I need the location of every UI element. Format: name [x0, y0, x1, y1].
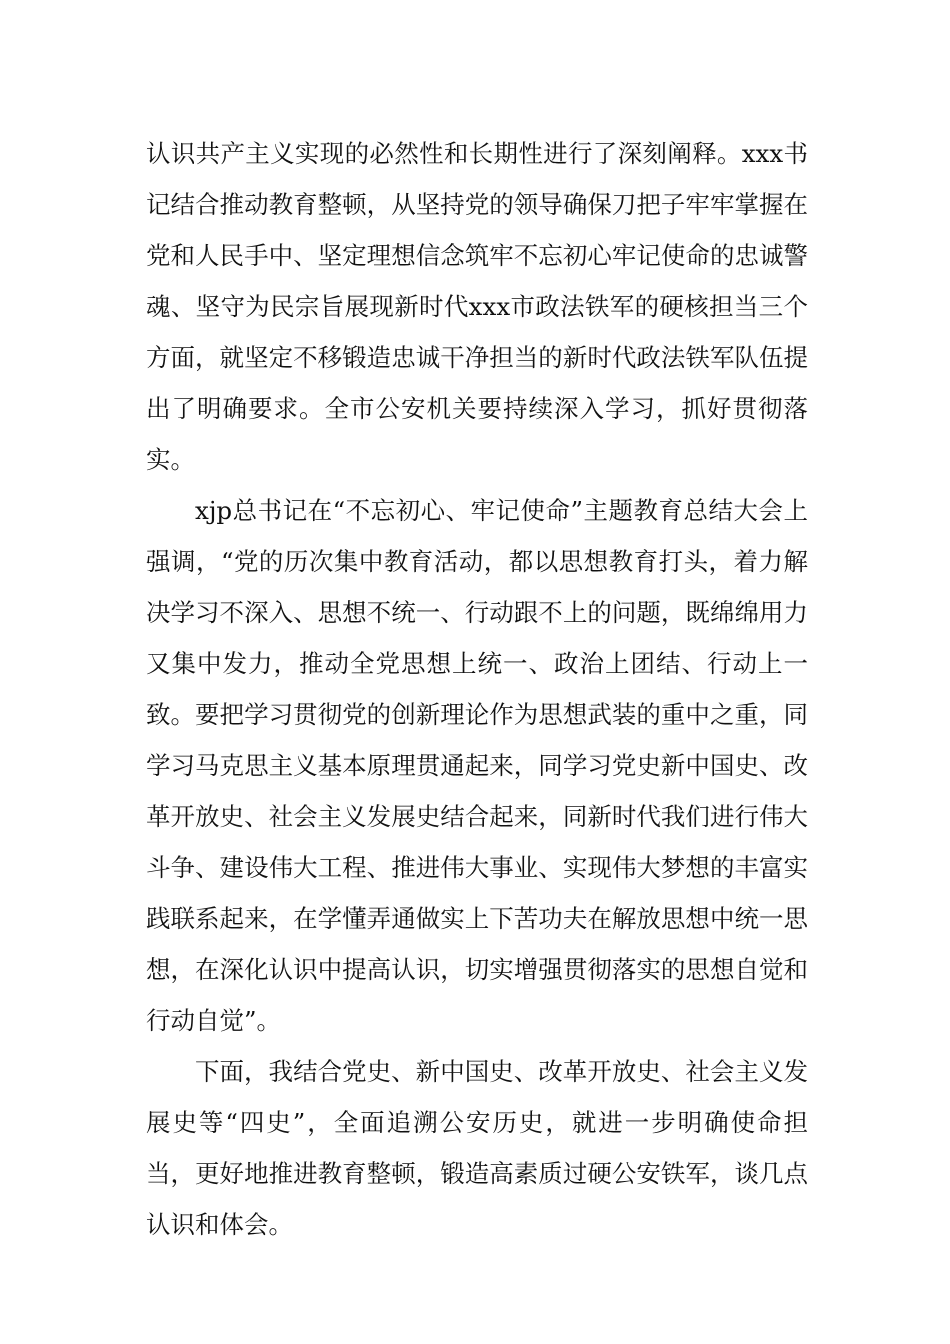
paragraph-continuation: 认识共产主义实现的必然性和长期性进行了深刻阐释。xxx书记结合推动教育整顿，从坚持党的领导确保刀把子牢牢掌握在党和人民手中、坚定理想信念筑牢不忘初心牢记使命的忠诚警魂、坚守为民宗旨展现新时代xxx市政法铁军的硬核担当三个方面，就坚定不移锻造忠诚干净担当的新时代政法铁军队伍提出了明确要求。全市公安机关要持续深入学习，抓好贯彻落实。	[146, 139, 808, 474]
paragraph-intro: 下面，我结合党史、新中国史、改革开放史、社会主义发展史等“四史”，全面追溯公安历史，就进一步明确使命担当，更好地推进教育整顿，锻造高素质过硬公安铁军，谈几点认识和体会。	[146, 1057, 808, 1239]
paragraph-quote: xjp总书记在“不忘初心、牢记使命”主题教育总结大会上强调，“党的历次集中教育活动，都以思想教育打头，着力解决学习不深入、思想不统一、行动跟不上的问题，既绵绵用力又集中发力，推动全党思想上统一、政治上团结、行动上一致。要把学习贯彻党的创新理论作为思想武装的重中之重，同学习马克思主义基本原理贯通起来，同学习党史新中国史、改革开放史、社会主义发展史结合起来，同新时代我们进行伟大斗争、建设伟大工程、推进伟大事业、实现伟大梦想的丰富实践联系起来，在学懂弄通做实上下苦功夫在解放思想中统一思想，在深化认识中提高认识，切实增强贯彻落实的思想自觉和行动自觉”。	[146, 496, 808, 1035]
document-body	[146, 128, 808, 1250]
